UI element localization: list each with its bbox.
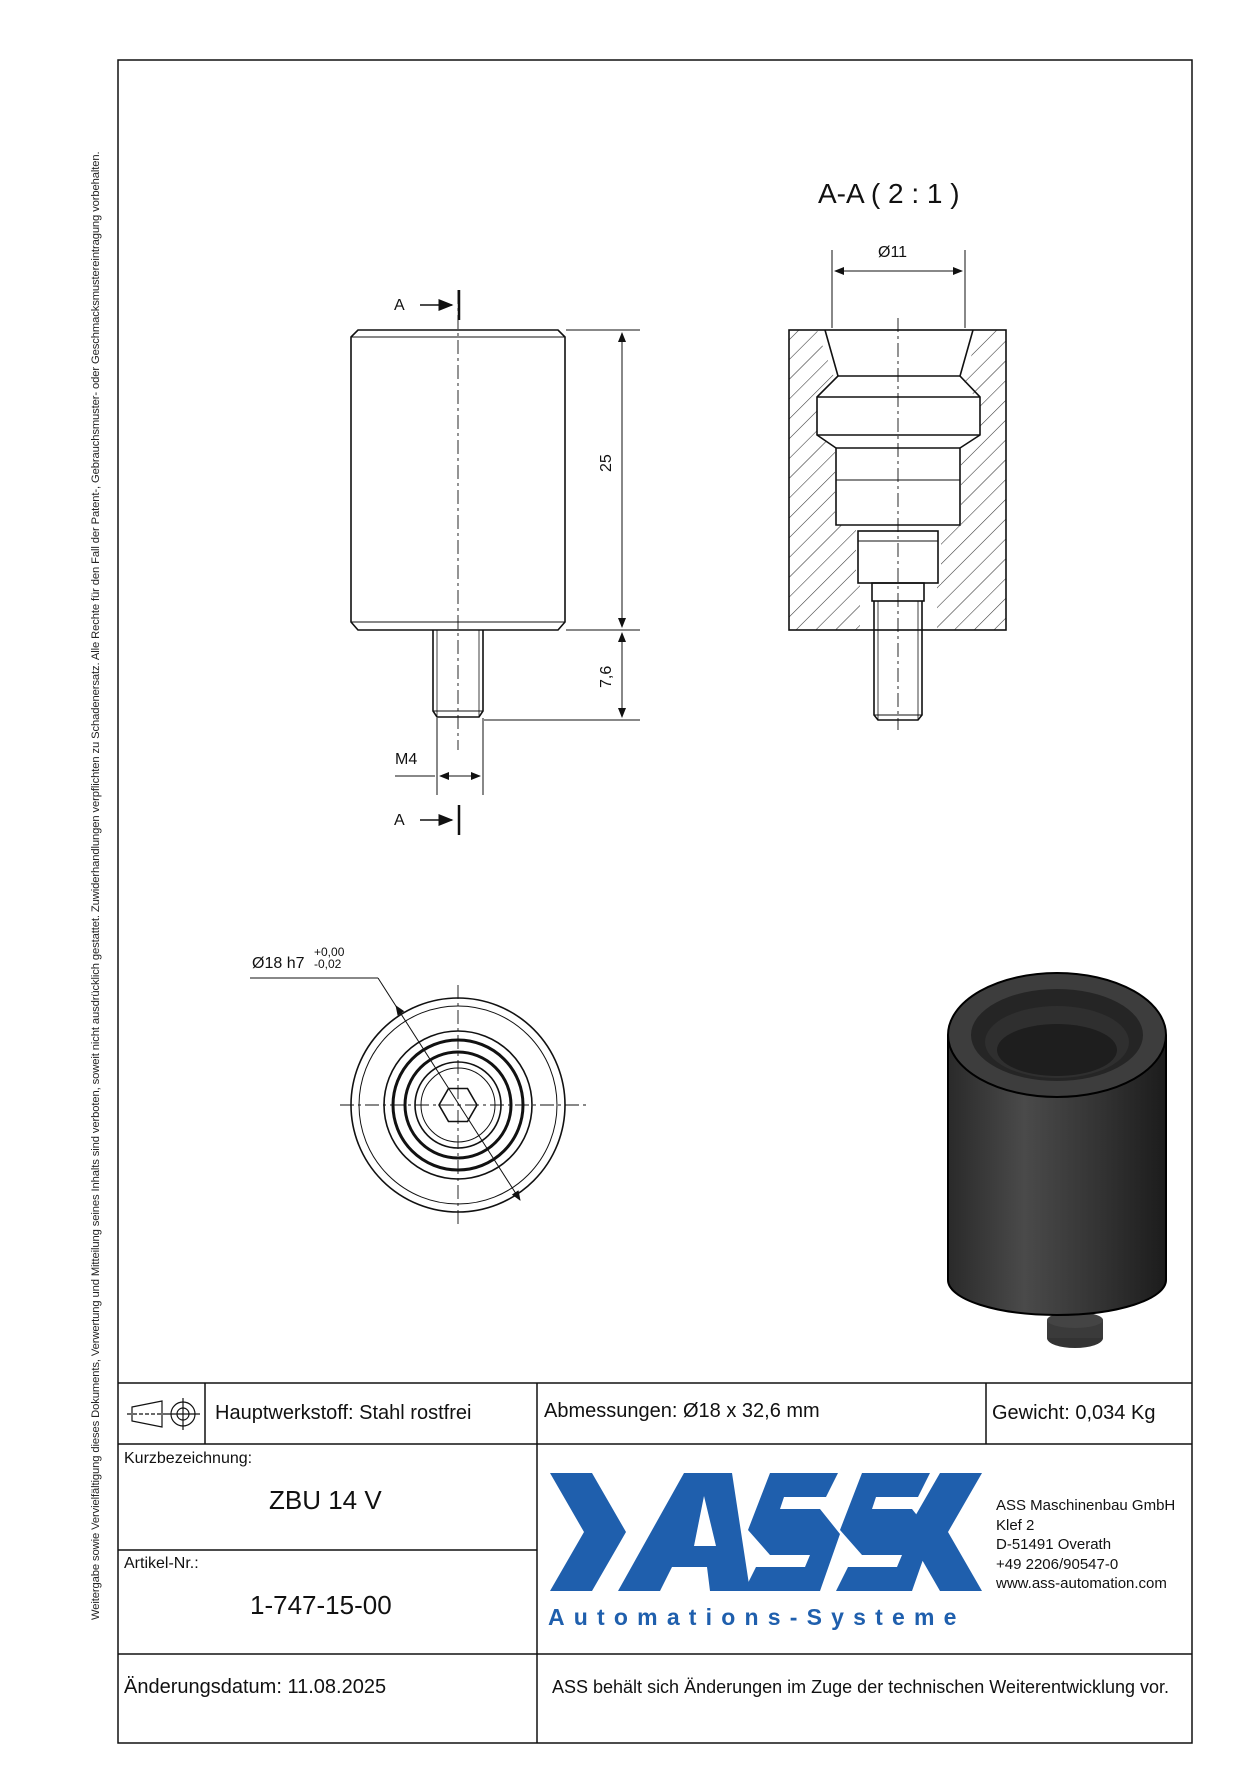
top-view [250,978,586,1228]
logo-subtitle: Automations-Systeme [548,1604,966,1630]
dimension-lines [395,330,640,795]
dimensions-label: Abmessungen: [544,1400,678,1422]
section-marker-top: A [394,297,405,314]
dim-length-main: 25 [598,454,615,472]
dim-bore: Ø11 [878,244,908,261]
change-date-field [124,1676,386,1699]
change-date-value: 11.08.2025 [287,1676,387,1698]
dimensions-field [544,1400,820,1423]
dim-tolerance [314,946,344,970]
weight-field [992,1402,1155,1425]
weight-value: 0,034 Kg [1075,1402,1156,1424]
front-view [351,290,565,750]
address-city: D-51491 Overath [996,1536,1112,1553]
tol-upper: +0,00 [314,945,345,959]
company-address [996,1496,1175,1594]
projection-symbol-icon [127,1398,200,1430]
section-marker-bottom: A [394,812,405,829]
material-value: Stahl rostfrei [359,1402,472,1424]
address-street: Klef 2 [996,1516,1035,1534]
dimensions-value: Ø18 x 32,6 mm [682,1400,820,1422]
address-phone: +49 2206/90547-0 [996,1555,1119,1573]
section-markers [420,290,459,835]
address-company: ASS Maschinenbau GmbH [996,1497,1176,1514]
material-field [215,1402,471,1425]
company-logo [550,1473,982,1591]
dim-length-pin: 7,6 [598,665,615,688]
change-date-label: Änderungsdatum: [124,1676,282,1698]
dim-thread: M4 [395,751,418,768]
address-website[interactable]: www.ass-automation.com [996,1575,1167,1592]
material-label: Hauptwerkstoff: [215,1402,354,1424]
tol-lower: -0,02 [314,957,342,971]
article-number-value: 1-747-15-00 [250,1590,392,1620]
disclaimer: ASS behält sich Änderungen im Zuge der technischen Weiterentwicklung vor. [552,1677,1170,1697]
copyright-note: Weitergabe sowie Vervielfältigung dieses Dokuments, Verwertung und Mitteilung seines Inhalts sind verboten, soweit nicht ausdrücklich gestattet. Zuwiderhandlungen verpflichten zu Schadenersatz. Alle Rechte für den Fall der Patent-, Gebrauchsmuster- oder Geschmacksmustereintragung vorbehalten. [90,151,102,1620]
short-name-value: ZBU 14 V [269,1485,382,1515]
dim-diameter: Ø18 h7 [252,955,305,972]
article-number-label: Artikel-Nr.: [124,1555,199,1572]
section-title: A-A ( 2 : 1 ) [818,178,960,209]
weight-label: Gewicht: [992,1402,1070,1424]
section-view [789,250,1006,730]
short-name-label: Kurzbezeichnung: [124,1450,253,1467]
part-render [948,973,1166,1348]
